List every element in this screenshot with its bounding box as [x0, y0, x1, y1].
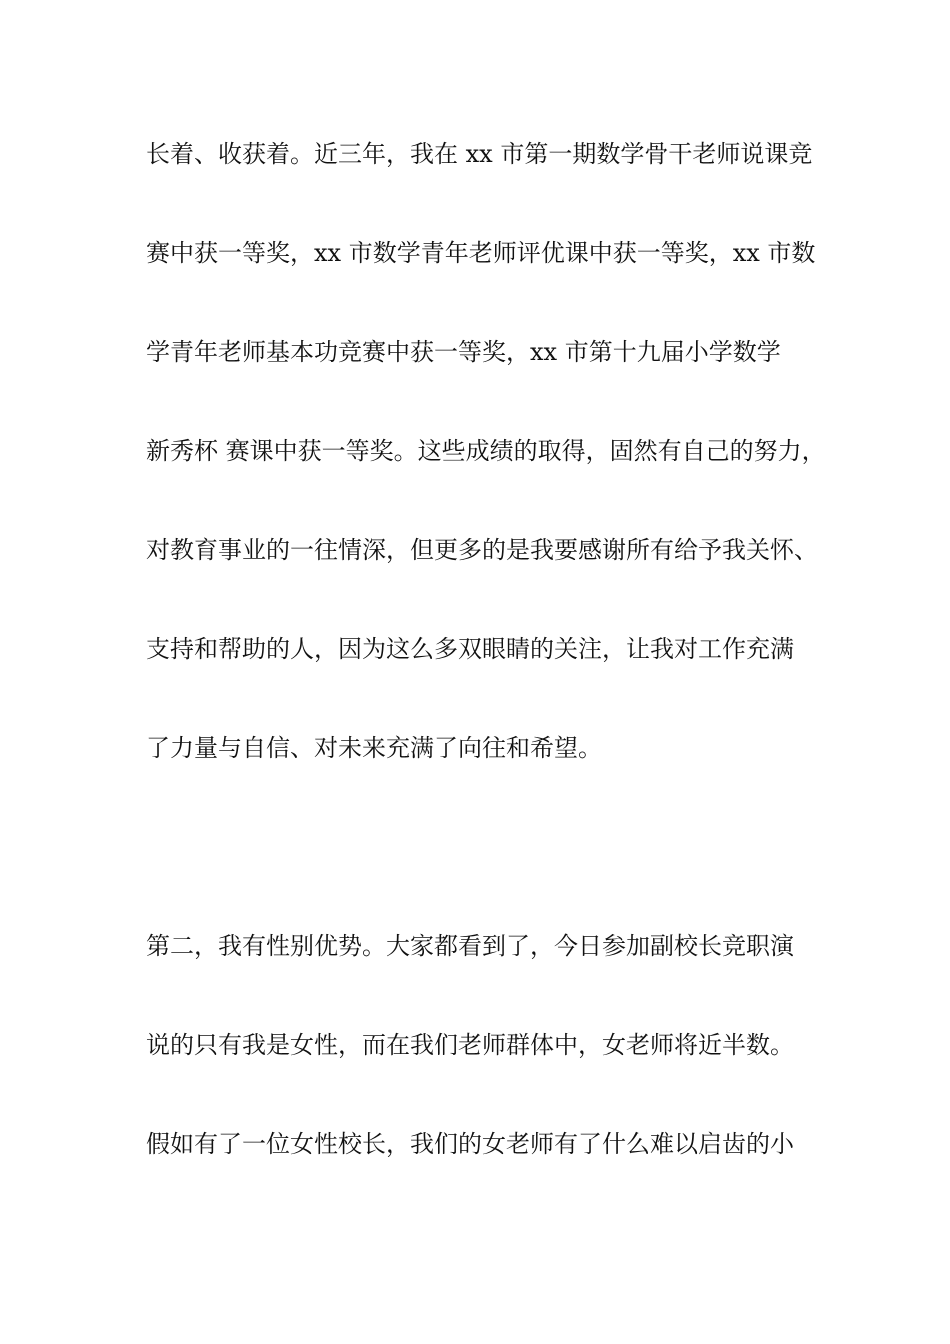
text-line: 新秀杯 赛课中获一等奖。这些成绩的取得，固然有自己的努力，	[146, 437, 826, 465]
text-line: 说的只有我是女性，而在我们老师群体中，女老师将近半数。	[146, 1031, 794, 1059]
text-line: 对教育事业的一往情深，但更多的是我要感谢所有给予我关怀、	[146, 536, 818, 564]
text-line: 了力量与自信、对未来充满了向往和希望。	[146, 734, 602, 762]
text-line: 假如有了一位女性校长，我们的女老师有了什么难以启齿的小	[146, 1130, 794, 1158]
text-line: 长着、收获着。近三年，我在 xx 市第一期数学骨干老师说课竞	[146, 140, 813, 168]
text-line: 学青年老师基本功竞赛中获一等奖，xx 市第十九届小学数学	[146, 338, 781, 366]
text-line: 第二，我有性别优势。大家都看到了，今日参加副校长竞职演	[146, 932, 794, 960]
text-line: 支持和帮助的人，因为这么多双眼睛的关注，让我对工作充满	[146, 635, 794, 663]
text-line: 赛中获一等奖，xx 市数学青年老师评优课中获一等奖，xx 市数	[146, 239, 816, 267]
